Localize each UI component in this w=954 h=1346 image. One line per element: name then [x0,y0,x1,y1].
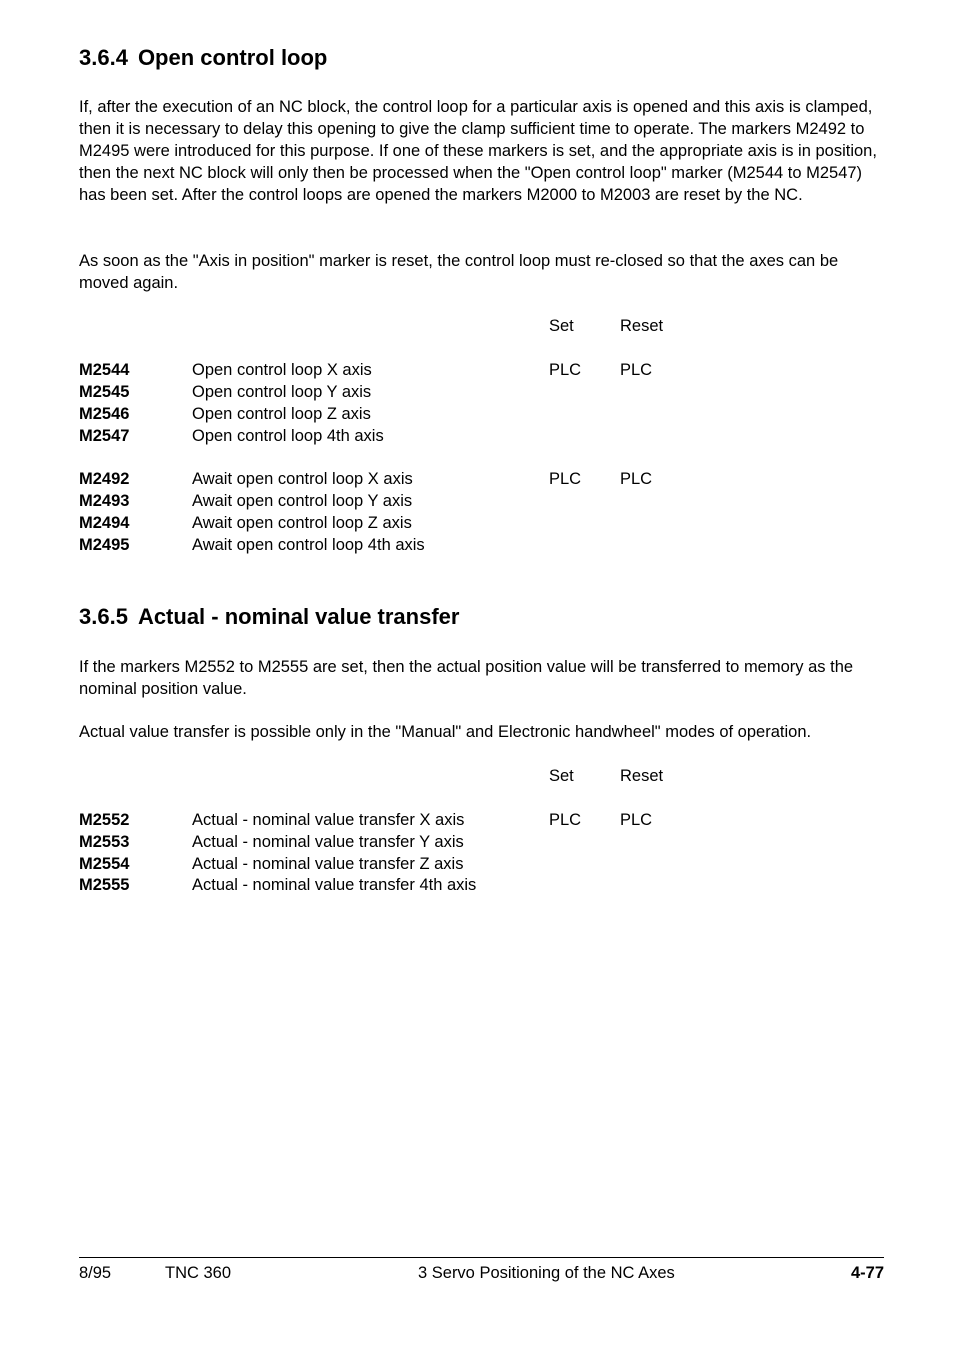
column-header-set: Set [549,767,574,785]
paragraph-intro: If, after the execution of an NC block, the control loop for a particular axis is opened and this axis is clamped, then it is necessary to delay this opening to give the clamp sufficient time to operate. The markers M2492 to M2495 were introduced for this purpose. If one of these markers is set, and the appropriate axis is in position, then the next NC block will only then be processed when the "Open control loop" marker (M2544 to M2547) has been set. After the control loops are opened the markers M2000 to M2003 are reset by the NC. [79,98,877,204]
marker-description: Await open control loop Y axis [192,492,413,510]
marker-code: M2494 [79,514,130,532]
table-row [0,853,954,875]
marker-description: Open control loop Y axis [192,383,372,401]
section-heading-actual-nominal-transfer [79,603,459,631]
table-row [0,359,954,381]
marker-code: M2554 [79,855,130,873]
marker-code: M2552 [79,811,130,829]
section-number: 3.6.5 [79,604,128,629]
table-row [0,874,954,896]
table-row [0,425,954,447]
paragraph-transfer-intro: If the markers M2552 to M2555 are set, then the actual position value will be transferred to memory as the nominal position value. [79,658,854,698]
marker-set: PLC [549,470,582,488]
column-header-reset: Reset [620,317,664,335]
marker-description: Await open control loop Z axis [192,514,412,532]
table-row [0,381,954,403]
column-header-reset: Reset [620,767,664,785]
paragraph-axis-in-position: As soon as the "Axis in position" marker is reset, the control loop must re-closed so that the axes can be moved again. [79,252,839,292]
footer-divider [79,1257,884,1258]
marker-description: Await open control loop X axis [192,470,413,488]
marker-description: Open control loop 4th axis [192,427,384,445]
section-number: 3.6.4 [79,45,128,70]
marker-code: M2495 [79,536,130,554]
marker-code: M2545 [79,383,130,401]
table-row [0,809,954,831]
footer-chapter: 3 Servo Positioning of the NC Axes [418,1264,675,1282]
marker-code: M2547 [79,427,130,445]
marker-reset: PLC [620,470,653,488]
marker-reset: PLC [620,361,653,379]
marker-code: M2546 [79,405,130,423]
marker-code: M2544 [79,361,130,379]
paragraph-transfer-modes: Actual value transfer is possible only in the "Manual" and Electronic handwheel" modes of operation. [79,723,812,741]
marker-description: Actual - nominal value transfer X axis [192,811,465,829]
marker-description: Await open control loop 4th axis [192,536,425,554]
marker-description: Open control loop X axis [192,361,372,379]
section-title: Open control loop [137,45,328,70]
table-row [0,831,954,853]
marker-description: Actual - nominal value transfer Z axis [192,855,464,873]
table-row [0,468,954,490]
table-header [0,315,954,337]
section-title: Actual - nominal value transfer [137,604,460,629]
table-header [0,765,954,787]
marker-description: Open control loop Z axis [192,405,371,423]
table-row [0,403,954,425]
marker-reset: PLC [620,811,653,829]
table-row [0,490,954,512]
footer-model: TNC 360 [165,1264,232,1282]
marker-code: M2555 [79,876,130,894]
table-row [0,512,954,534]
marker-set: PLC [549,361,582,379]
marker-description: Actual - nominal value transfer Y axis [192,833,464,851]
footer-date: 8/95 [79,1264,112,1282]
column-header-set: Set [549,317,574,335]
table-row [0,534,954,556]
marker-description: Actual - nominal value transfer 4th axis [192,876,477,894]
marker-code: M2493 [79,492,130,510]
marker-code: M2492 [79,470,130,488]
marker-code: M2553 [79,833,130,851]
section-heading-open-control-loop [79,44,327,72]
marker-set: PLC [549,811,582,829]
page-number: 4-77 [850,1264,884,1282]
